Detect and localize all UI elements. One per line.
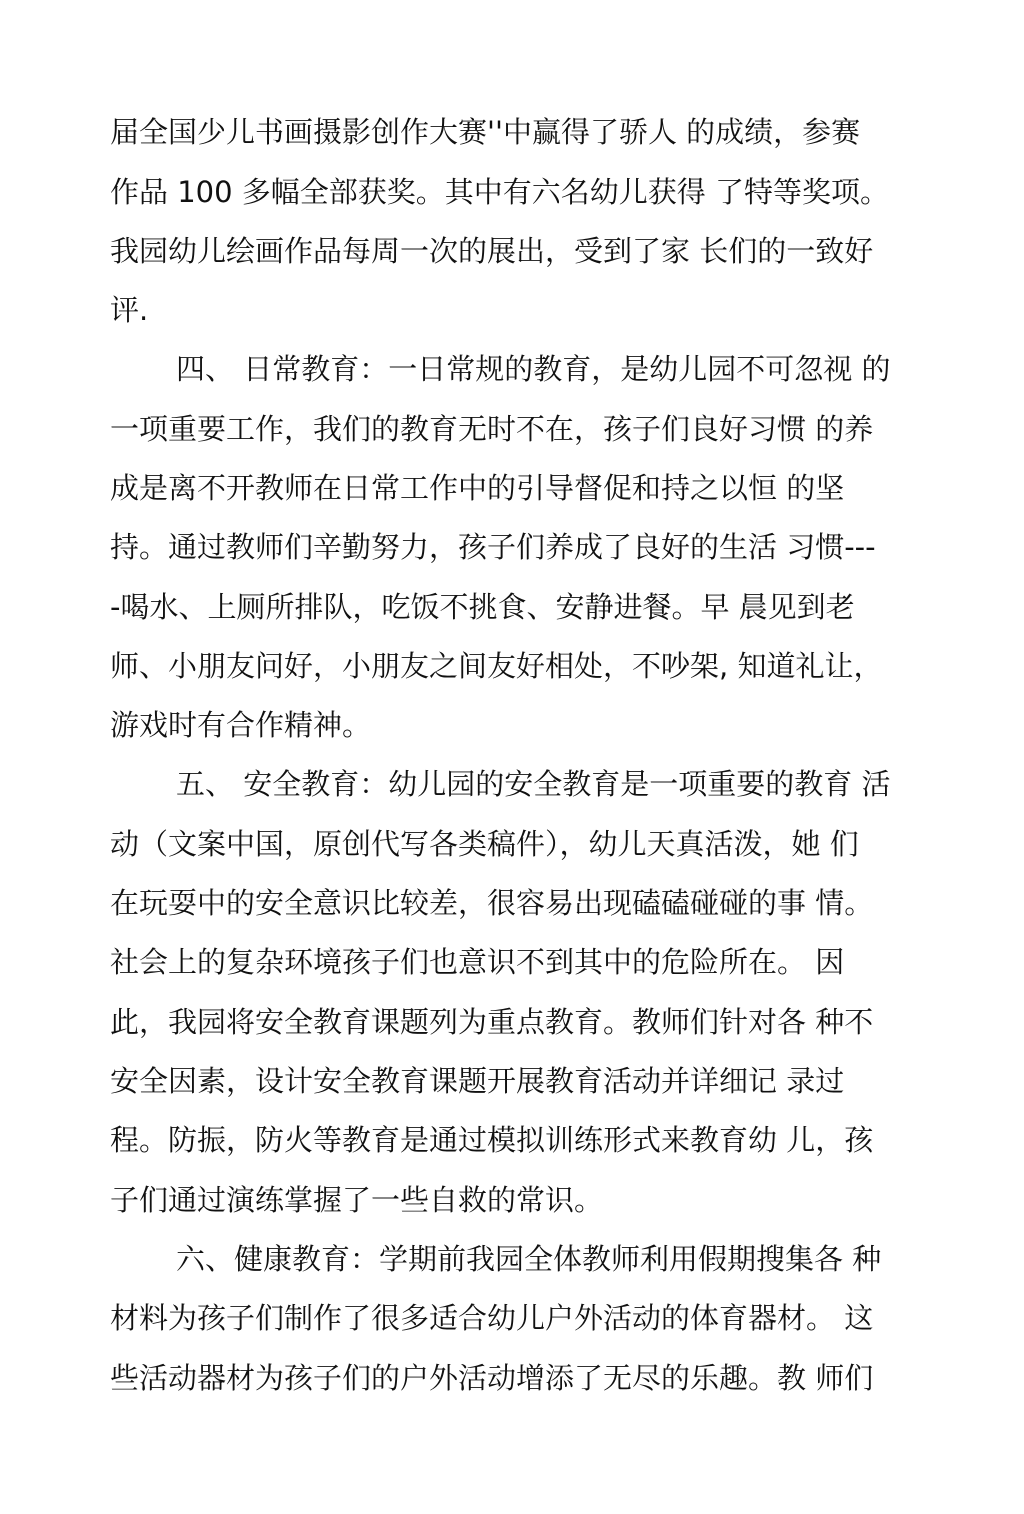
paragraph-heading-daily-education: 四、 日常教育：一日常规的教育，是幼儿园不可忽视 的 — [176, 352, 891, 386]
text-line: 我园幼儿绘画作品每周一次的展出，受到了家 长们的一致好 — [110, 234, 874, 268]
text-line: 程。防振，防火等教育是通过模拟训练形式来教育幼 儿，孩 — [110, 1123, 874, 1157]
paragraph-heading-safety-education: 五、 安全教育：幼儿园的安全教育是一项重要的教育 活 — [176, 767, 891, 801]
text-line: 社会上的复杂环境孩子们也意识不到其中的危险所在。 因 — [110, 945, 845, 979]
text-line: 动（文案中国，原创代写各类稿件），幼儿天真活泼，她 们 — [110, 827, 859, 861]
text-line: 安全因素，设计安全教育课题开展教育活动并详细记 录过 — [110, 1064, 845, 1098]
text-line: 游戏时有合作精神。 — [110, 708, 372, 742]
text-line: 师、小朋友问好，小朋友之间友好相处，不吵架, 知道礼让， — [110, 649, 883, 683]
text-line: 届全国少儿书画摄影创作大赛''中赢得了骄人 的成绩，参赛 — [110, 115, 861, 149]
text-line: -喝水、上厕所排队，吃饭不挑食、安静进餐。早 晨见到老 — [110, 590, 855, 624]
text-line: 一项重要工作，我们的教育无时不在，孩子们良好习惯 的养 — [110, 412, 874, 446]
text-line: 材料为孩子们制作了很多适合幼儿户外活动的体育器材。 这 — [110, 1301, 874, 1335]
text-line: 在玩耍中的安全意识比较差，很容易出现磕磕碰碰的事 情。 — [110, 886, 874, 920]
text-line: 成是离不开教师在日常工作中的引导督促和持之以恒 的坚 — [110, 471, 845, 505]
text-line: 持。通过教师们辛勤努力，孩子们养成了良好的生活 习惯--- — [110, 530, 876, 564]
text-line: 子们通过演练掌握了一些自救的常识。 — [110, 1183, 604, 1217]
text-line: 评. — [110, 293, 149, 327]
paragraph-heading-health-education: 六、健康教育：学期前我园全体教师利用假期搜集各 种 — [176, 1242, 882, 1276]
text-line: 作品 100 多幅全部获奖。其中有六名幼儿获得 了特等奖项。 — [110, 175, 890, 209]
text-line: 此，我园将安全教育课题列为重点教育。教师们针对各 种不 — [110, 1005, 874, 1039]
text-line: 些活动器材为孩子们的户外活动增添了无尽的乐趣。教 师们 — [110, 1361, 874, 1395]
